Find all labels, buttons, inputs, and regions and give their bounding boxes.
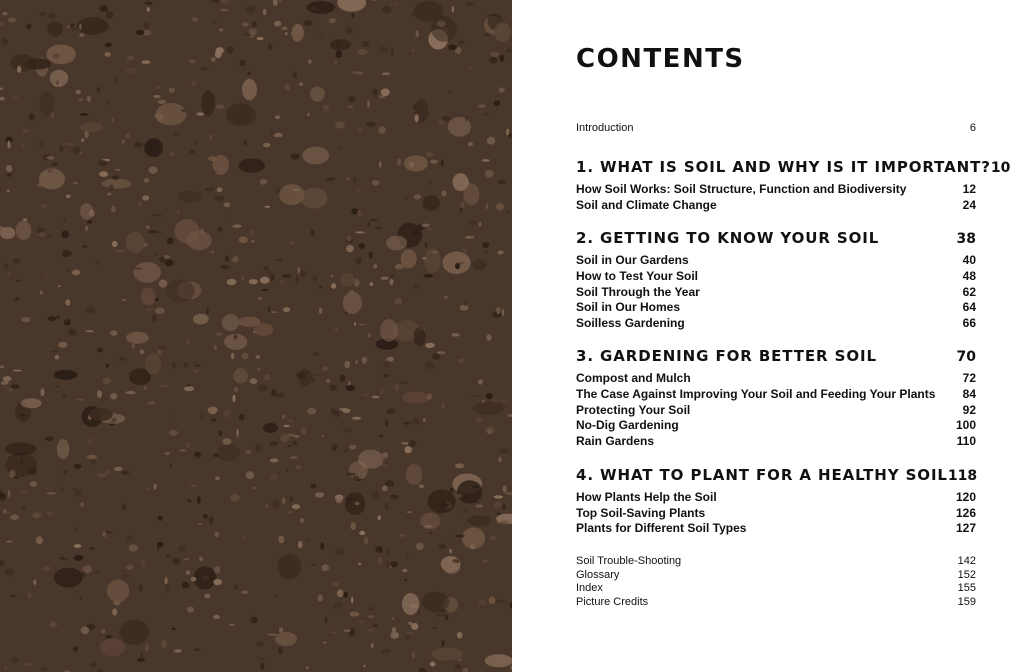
toc-entry[interactable] [576,316,976,332]
entry-label: The Case Against Improving Your Soil and Feeding Your Plants [576,387,936,401]
entry-label: Top Soil-Saving Plants [576,506,706,520]
entry-page: 64 [962,300,976,314]
entry-page: 110 [956,434,976,448]
entry-label: Protecting Your Soil [576,403,691,417]
toc-entry-back-matter[interactable] [576,569,976,583]
entry-label: How Soil Works: Soil Structure, Function and Biodiversity [576,182,907,196]
toc-entry[interactable] [576,269,976,285]
toc-entry-introduction[interactable] [576,122,976,136]
entry-label: Index [576,582,603,594]
entry-page: 24 [962,198,976,212]
toc-entry[interactable] [576,387,976,403]
entry-page: 84 [962,387,976,401]
entry-label: No-Dig Gardening [576,418,679,432]
toc-entry[interactable] [576,506,976,522]
entry-page: 120 [955,490,976,504]
entry-label: Soil in Our Homes [576,300,681,314]
toc-entry[interactable] [576,434,976,450]
entry-page: 126 [955,506,976,520]
entry-label: Introduction [576,122,634,134]
entry-page: 12 [962,182,976,196]
entry-page: 40 [962,253,976,267]
chapter-heading-3[interactable] [576,347,976,367]
chapter-page: 10 [990,160,1011,176]
chapter-title: 2. GETTING TO KNOW YOUR SOIL [576,229,880,247]
entry-label: Soil and Climate Change [576,198,717,212]
toc-entry[interactable] [576,418,976,434]
entry-label: Soil Through the Year [576,285,700,299]
entry-label: Soil in Our Gardens [576,253,689,267]
toc-entry[interactable] [576,285,976,301]
entry-page: 62 [962,285,976,299]
entry-page: 152 [957,569,976,581]
contents-title: CONTENTS [576,44,745,74]
toc-entry[interactable] [576,521,976,537]
entry-page: 6 [969,122,976,134]
toc-entry-back-matter[interactable] [576,582,976,596]
entry-page: 66 [962,316,976,330]
chapter-heading-4[interactable] [576,466,976,486]
toc-entry[interactable] [576,253,976,269]
chapter-title: 3. GARDENING FOR BETTER SOIL [576,347,877,365]
toc-entry[interactable] [576,198,976,214]
entry-label: Rain Gardens [576,434,655,448]
entry-label: Soilless Gardening [576,316,685,330]
toc-entry[interactable] [576,490,976,506]
entry-label: Picture Credits [576,596,649,608]
entry-page: 142 [957,555,976,567]
entry-page: 100 [955,418,976,432]
entry-page: 72 [962,371,976,385]
chapter-heading-2[interactable] [576,229,976,249]
chapter-page: 70 [956,349,976,365]
chapter-title: 4. WHAT TO PLANT FOR A HEALTHY SOIL [576,466,948,484]
toc-entry[interactable] [576,371,976,387]
entry-page: 155 [957,582,976,594]
chapter-heading-1[interactable] [576,158,1011,178]
toc-entry[interactable] [576,182,976,198]
chapter-page: 118 [947,468,978,484]
entry-label: Soil Trouble-Shooting [576,555,682,567]
entry-page: 159 [957,596,976,608]
toc-entry[interactable] [576,403,976,419]
entry-page: 92 [962,403,976,417]
toc-entry-back-matter[interactable] [576,555,976,569]
entry-label: How to Test Your Soil [576,269,699,283]
chapter-title: 1. WHAT IS SOIL AND WHY IS IT IMPORTANT? [576,158,991,176]
entry-label: Glossary [576,569,620,581]
entry-page: 127 [955,521,976,535]
entry-label: How Plants Help the Soil [576,490,717,504]
entry-page: 48 [962,269,976,283]
toc-entry-back-matter[interactable] [576,596,976,610]
entry-label: Compost and Mulch [576,371,691,385]
toc-entry[interactable] [576,300,976,316]
entry-label: Plants for Different Soil Types [576,521,747,535]
chapter-page: 38 [956,231,976,247]
